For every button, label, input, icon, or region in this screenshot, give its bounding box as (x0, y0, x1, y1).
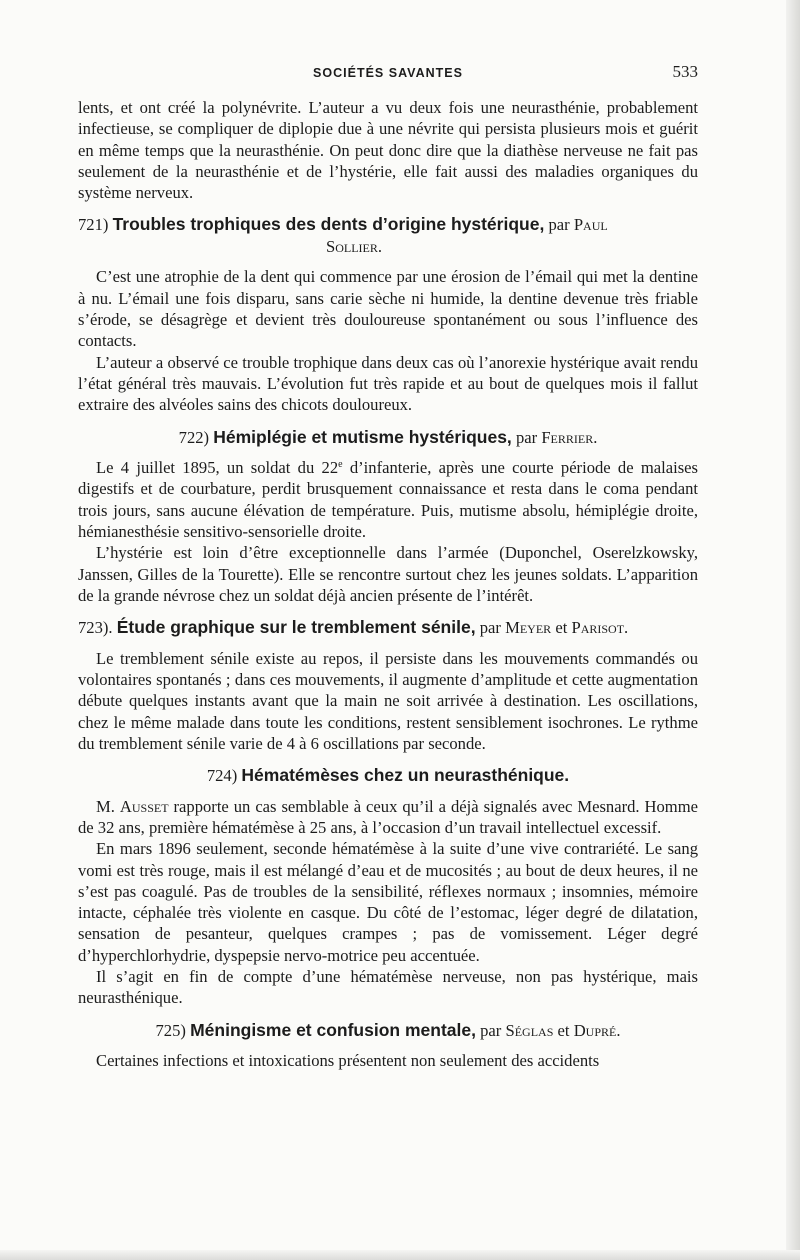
section-722-by: par (515, 427, 538, 447)
section-723-by: par (479, 618, 501, 638)
section-723-paragraph-1: Le tremblement sénile existe au repos, il persiste dans les mouvements commandés ou volontaires spontanés ; dans ces mouvements, il augmente d’amplitude et cette augmentation débute quelques instants avant que la main ne soit arrivée à destination. Les oscillations, chez le même malade dans toute les conditions, restent sensiblement isochrones. Le rythme du tremblement sénile varie de 4 à 6 oscillations par seconde. (78, 648, 698, 753)
page-number: 533 (672, 62, 698, 81)
section-725-author-b: Dupré. (573, 1020, 621, 1040)
section-721-author-last: Sollier. (326, 236, 383, 256)
section-725-title: Méningisme et confusion mentale, (190, 1019, 476, 1040)
section-723-heading (78, 617, 698, 639)
intro-paragraph: lents, et ont créé la polynévrite. L’auteur a vu deux fois une neurasthénie, probablement infectieuse, se compliquer de diplopie due à une névrite qui persista plusieurs mois et guérit en même temps que la neurasthénie. On peut donc dire que la diathèse nerveuse ne fait pas seulement de la neurasthénie et de l’hystérie, elle fait aussi des maladies organiques du système nerveux. (78, 98, 698, 203)
section-724-paragraph-2: En mars 1896 seulement, seconde hématémèse à la suite d’une vive contrariété. Le sang vomi est très rouge, mais il est mélangé d’eau et de mucosités ; au bout de deux heures, il ne s’est pas coagulé. Pas de troubles de la sensibilité, réflexes normaux ; insomnies, mémoire intacte, céphalée très violente en casque. Du côté de l’estomac, léger degré de dilatation, sensation de pesanteur, quelques crampes ; pas de vomissement. Léger degré d’hyperchlorhydrie, dyspepsie nervo-motrice peu accentuée. (78, 839, 698, 965)
section-721-paragraph-1: C’est une atrophie de la dent qui commence par une érosion de l’émail qui met la dentine à nu. L’émail une fois disparu, sans carie sèche ni humide, la dentine devenue très friable s’érode, se désagrège et devient très douloureuse spontanément ou sous l’influence des contacts. (78, 267, 698, 351)
section-724-p1-name: Ausset (119, 796, 169, 816)
section-724-paragraph-1 (78, 796, 698, 839)
section-721-by: par (548, 215, 570, 235)
section-722-p1-start: Le 4 juillet 1895, un soldat du 22 (96, 458, 339, 478)
section-723-and: et (555, 618, 568, 638)
section-724-p1-prefix: M. (96, 796, 120, 816)
section-721-heading (78, 214, 698, 257)
running-title: SOCIÉTÉS SAVANTES (313, 66, 463, 80)
section-723-title: Étude graphique sur le tremblement sénile, (116, 617, 476, 638)
section-725-author-a: Séglas (505, 1020, 554, 1040)
section-722-title: Hémiplégie et mutisme hystériques, (213, 426, 512, 447)
section-721-number: 721) (78, 215, 109, 235)
section-722-paragraph-2: L’hystérie est loin d’être exceptionnelle dans l’armée (Duponchel, Oserelzkowsky, Janssen, Gilles de la Tourette). Elle se rencontre surtout chez les jeunes soldats. L’apparition de la grande névrose chez un soldat déjà ancien présente de l’intérêt. (78, 543, 698, 605)
section-724-number: 724) (206, 766, 238, 786)
section-725-paragraph-1: Certaines infections et intoxications présentent non seulement des accidents (96, 1051, 600, 1071)
page-edge-shadow (786, 0, 800, 1260)
section-723-number: 723). (78, 618, 113, 638)
section-725-by: par (480, 1020, 502, 1040)
section-721-paragraph-2: L’auteur a observé ce trouble trophique dans deux cas où l’anorexie hystérique avait rendu l’état général très mauvais. L’évolution fut très rapide et au bout de quelques mois il fallut extraire des alvéoles sains des chicots douloureux. (78, 352, 698, 415)
section-722-author: Ferrier. (541, 427, 598, 447)
section-723-author-a: Meyer (505, 618, 552, 638)
section-722-number: 722) (178, 427, 210, 447)
section-724-p1-rest: rapporte un cas semblable à ceux qu’il a déjà signalés avec Mesnard. Homme de 32 ans, première hématémèse à 25 ans, à l’occasion d’un travail intellectuel excessif. (78, 796, 698, 837)
section-721-title: Troubles trophiques des dents d’origine hystérique, (112, 214, 545, 235)
section-724-paragraph-3: Il s’agit en fin de compte d’une hématémèse nerveuse, non pas hystérique, mais neurasthénique. (78, 967, 698, 1008)
section-721-author-first: Paul (573, 215, 608, 235)
section-722-heading (78, 427, 698, 449)
section-725-number: 725) (155, 1020, 186, 1040)
section-725-heading (78, 1020, 698, 1042)
section-724-title: Hématémèses chez un neurasthénique. (241, 765, 570, 786)
section-723-author-b: Parisot. (571, 618, 629, 638)
section-724-heading (78, 765, 698, 787)
section-725-and: et (557, 1020, 570, 1040)
page-bottom-shadow (0, 1250, 800, 1260)
section-722-paragraph-1 (78, 457, 698, 542)
running-head (78, 62, 698, 86)
ordinal-superscript: e (338, 459, 343, 471)
page-body (78, 97, 698, 1071)
section-722-p1-end: d’infanterie, après une courte période de malaises digestifs et de courbature, perdit brusquement connaissance et resta dans le coma pendant trois jours, sans aucune élévation de température. Puis, mutisme absolu, hémiplégie droite, hémianesthésie sensitivo-sensorielle droite. (78, 458, 698, 541)
